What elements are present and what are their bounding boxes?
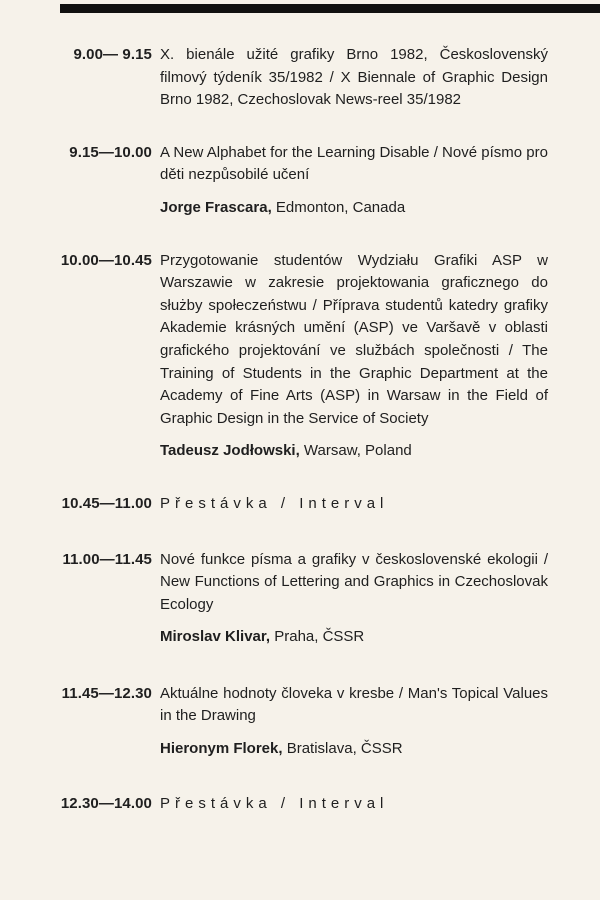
speaker-name: Jorge Frascara, xyxy=(160,198,272,216)
speaker-name: Hieronym Florek, xyxy=(160,740,283,758)
entry-body xyxy=(160,250,548,463)
speaker-place: Praha, ČSSR xyxy=(270,628,365,646)
break-title: Přestávka / Interval xyxy=(160,794,389,812)
entry-title: A New Alphabet for the Learning Disable / Nové písmo pro děti nezpůsobilé učení xyxy=(160,143,548,184)
speaker-place: Bratislava, ČSSR xyxy=(282,740,403,758)
break-title: Přestávka / Interval xyxy=(160,494,389,512)
entry-speaker xyxy=(160,197,548,220)
program-entry xyxy=(0,44,600,112)
speaker-name: Tadeusz Jodłowski, xyxy=(160,442,300,460)
speaker-place: Warsaw, Poland xyxy=(299,442,412,460)
entry-body xyxy=(160,683,548,761)
entry-time: 10.00—10.45 xyxy=(60,251,152,269)
speaker-name: Miroslav Klivar, xyxy=(160,628,271,646)
entry-title: Przygotowanie studentów Wydziału Grafiki ASP w Warszawie w zakresie projektowania graficznego do służby społeczeństwu / Příprava studentů katedry grafiky Akademie krásných umění (ASP) ve Varšavě v oblasti grafického projektování ve službách společnosti / The Training of Students in the Graphic Department at the Academy of Fine Arts (ASP) in Warsaw in the Field of Graphic Design in the Service of Society xyxy=(160,251,548,427)
entry-body xyxy=(160,142,548,220)
entry-time: 11.00—11.45 xyxy=(62,550,152,568)
entry-speaker xyxy=(160,440,548,463)
program-entry xyxy=(0,549,600,649)
entry-time: 11.45—12.30 xyxy=(61,684,152,702)
program-entry xyxy=(0,142,600,220)
entry-time: 9.15—10.00 xyxy=(69,143,152,161)
entry-speaker xyxy=(160,738,548,761)
entry-body xyxy=(160,793,548,816)
entry-body xyxy=(160,549,548,649)
top-rule xyxy=(60,4,600,13)
entry-time: 10.45—11.00 xyxy=(61,494,152,512)
entry-time: 9.00— 9.15 xyxy=(73,46,152,63)
program-entry xyxy=(0,250,600,463)
entry-body xyxy=(160,493,548,516)
entry-title: Nové funkce písma a grafiky v československé ekologii / New Functions of Lettering and Graphics in Czechoslovak Ecology xyxy=(160,550,548,613)
entry-title: Aktuálne hodnoty človeka v kresbe / Man's Topical Values in the Drawing xyxy=(160,684,548,725)
entry-speaker xyxy=(160,626,548,649)
break-entry xyxy=(0,493,600,516)
program-entry xyxy=(0,683,600,761)
program-schedule xyxy=(0,44,600,815)
break-entry xyxy=(0,793,600,816)
entry-body xyxy=(160,44,548,112)
entry-title: X. bienále užité grafiky Brno 1982, Československý filmový týdeník 35/1982 / X Biennale of Graphic Design Brno 1982, Czechoslovak News-reel 35/1982 xyxy=(160,46,548,109)
entry-time: 12.30—14.00 xyxy=(60,794,152,812)
speaker-place: Edmonton, Canada xyxy=(271,198,406,216)
